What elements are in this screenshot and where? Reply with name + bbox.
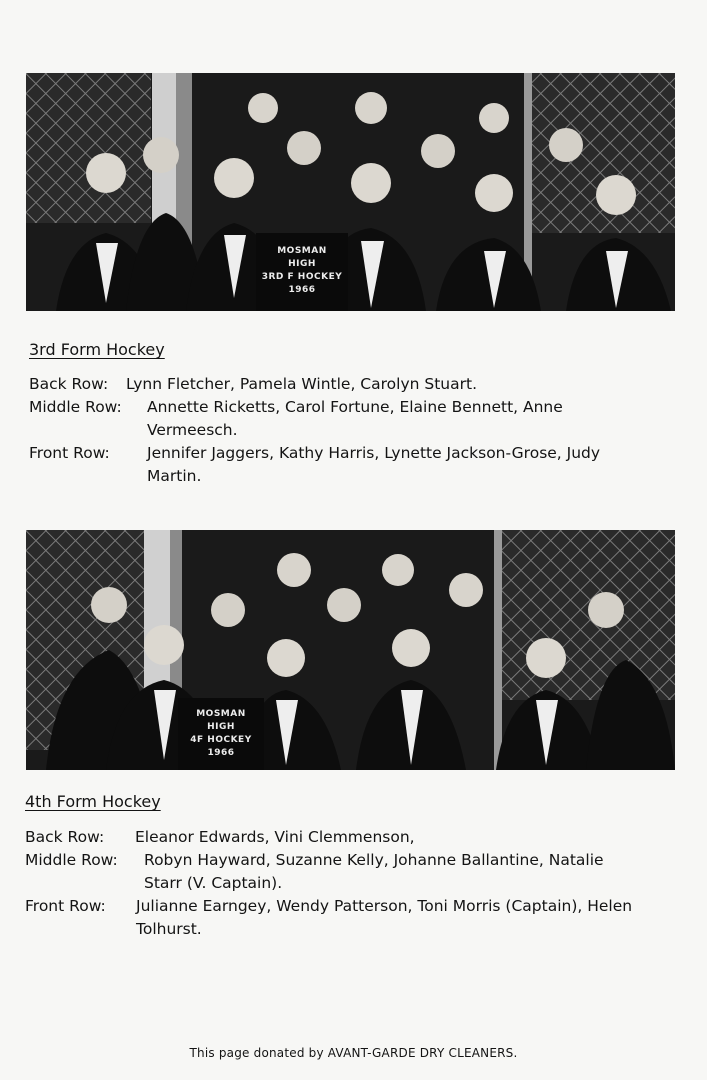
photo-name-board bbox=[178, 708, 264, 760]
board-line: MOSMAN bbox=[277, 246, 327, 256]
team-photo-3rd-form bbox=[26, 73, 675, 311]
team-photo-4th-form bbox=[26, 530, 675, 770]
team-photo-3rd-form-image bbox=[26, 73, 675, 311]
row-label: Back Row: bbox=[25, 828, 105, 846]
row-names: Eleanor Edwards, Vini Clemmenson, bbox=[135, 828, 415, 846]
roster-row-middle bbox=[29, 396, 669, 442]
roster-row-front bbox=[29, 442, 669, 488]
board-line: 3RD F HOCKEY bbox=[261, 272, 343, 282]
page-footer-credit: This page donated by AVANT-GARDE DRY CLEANERS. bbox=[189, 1046, 518, 1060]
row-names: Jennifer Jaggers, Kathy Harris, Lynette Jackson-Grose, Judy Martin. bbox=[147, 444, 601, 485]
row-names: Annette Ricketts, Carol Fortune, Elaine Bennett, Anne Vermeesch. bbox=[147, 398, 563, 439]
row-label: Front Row: bbox=[25, 897, 106, 915]
row-label: Middle Row: bbox=[25, 851, 118, 869]
row-label: Back Row: bbox=[29, 375, 109, 393]
row-names: Robyn Hayward, Suzanne Kelly, Johanne Ballantine, Natalie Starr (V. Captain). bbox=[144, 851, 604, 892]
section-title-4th-form: 4th Form Hockey bbox=[25, 792, 161, 811]
row-label: Middle Row: bbox=[29, 398, 122, 416]
board-line: HIGH bbox=[288, 259, 316, 269]
roster-4th-form bbox=[25, 826, 675, 941]
board-line: 1966 bbox=[207, 748, 235, 758]
board-line: 4F HOCKEY bbox=[190, 735, 252, 745]
roster-row-back bbox=[25, 826, 675, 849]
row-label: Front Row: bbox=[29, 444, 110, 462]
section-title-3rd-form: 3rd Form Hockey bbox=[29, 340, 165, 359]
board-line: HIGH bbox=[207, 722, 235, 732]
team-photo-4th-form-image bbox=[26, 530, 675, 770]
roster-row-back bbox=[29, 373, 669, 396]
board-line: MOSMAN bbox=[196, 709, 246, 719]
photo-name-board bbox=[256, 245, 348, 297]
roster-row-middle bbox=[25, 849, 675, 895]
roster-row-front bbox=[25, 895, 675, 941]
row-names: Julianne Earngey, Wendy Patterson, Toni Morris (Captain), Helen Tolhurst. bbox=[136, 897, 633, 938]
row-names: Lynn Fletcher, Pamela Wintle, Carolyn Stuart. bbox=[126, 375, 477, 393]
board-line: 1966 bbox=[288, 285, 316, 295]
roster-3rd-form bbox=[29, 373, 669, 488]
